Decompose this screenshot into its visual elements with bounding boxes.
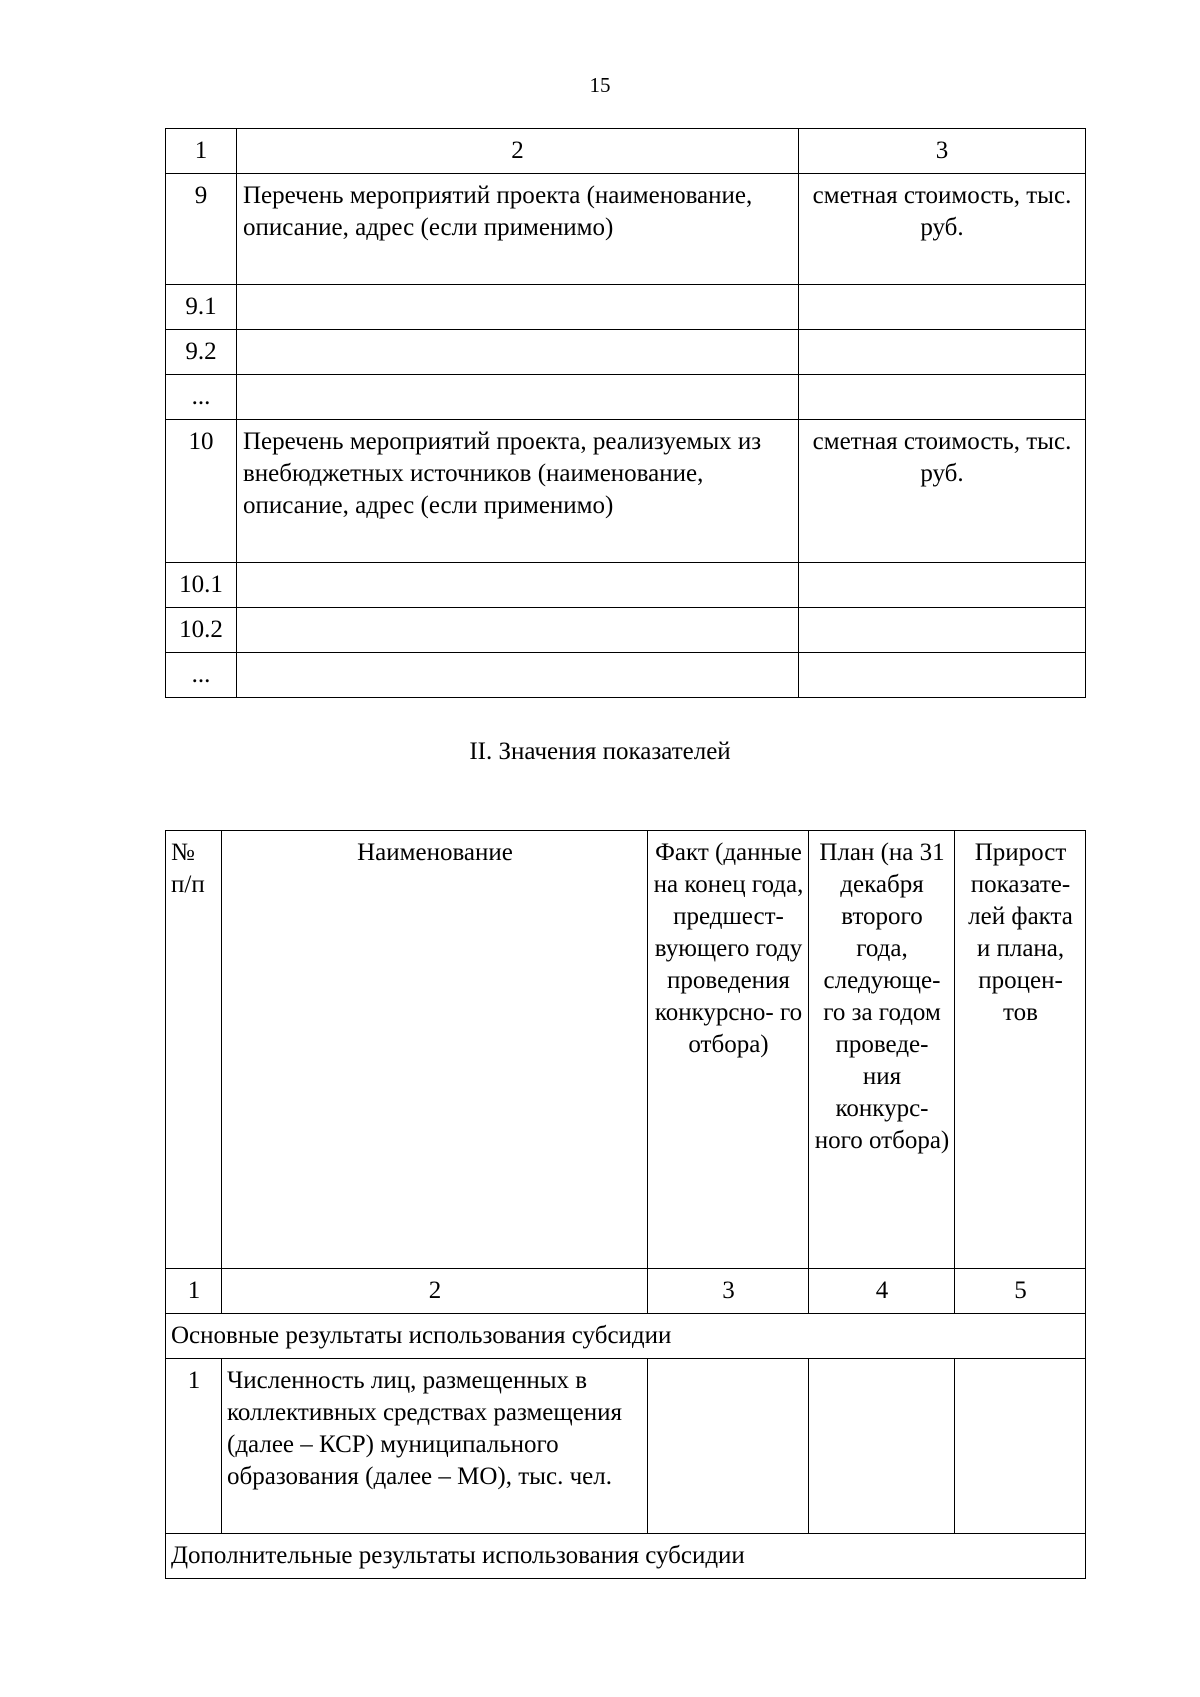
column-numbers-row [166,129,1086,174]
col-number-5: 5 [955,1269,1086,1314]
row-name [237,653,799,698]
column-numbers-row [166,1269,1086,1314]
row-growth [955,1359,1086,1534]
project-activities-table [165,128,1086,698]
row-number: ... [166,375,237,420]
col-number-2: 2 [222,1269,648,1314]
row-value [799,330,1086,375]
row-number: 9 [166,174,237,285]
row-number: 10.2 [166,608,237,653]
row-name [237,285,799,330]
table-row [166,608,1086,653]
header-row [166,831,1086,1269]
row-name [237,608,799,653]
row-value: сметная стоимость, тыс. руб. [799,174,1086,285]
row-name [237,330,799,375]
row-name: Перечень мероприятий проекта (наименование, описание, адрес (если применимо) [237,174,799,285]
table-row [166,653,1086,698]
row-name [237,563,799,608]
section-row-additional [166,1534,1086,1579]
header-fact: Факт (данные на конец года, предшест- вующего году проведения конкурсно- го отбора) [648,831,809,1269]
table-row [166,174,1086,285]
table-row [166,1359,1086,1534]
table-row [166,330,1086,375]
col-number-2: 2 [237,129,799,174]
page-number: 15 [589,73,611,97]
col-number-3: 3 [648,1269,809,1314]
row-name [237,375,799,420]
row-value [799,608,1086,653]
indicators-table [165,830,1086,1579]
header-plan: План (на 31 декабря второго года, следующе- го за годом проведе- ния конкурс- ного отбора) [809,831,955,1269]
row-fact [648,1359,809,1534]
col-number-1: 1 [166,1269,222,1314]
row-value [799,285,1086,330]
row-number: 9.1 [166,285,237,330]
row-number: ... [166,653,237,698]
row-value: сметная стоимость, тыс. руб. [799,420,1086,563]
row-number: 10.1 [166,563,237,608]
col-number-3: 3 [799,129,1086,174]
row-name: Перечень мероприятий проекта, реализуемых из внебюджетных источников (наименование, описание, адрес (если применимо) [237,420,799,563]
row-plan [809,1359,955,1534]
col-number-1: 1 [166,129,237,174]
section-additional-label: Дополнительные результаты использования субсидии [166,1534,1086,1579]
table-row [166,563,1086,608]
table-row [166,375,1086,420]
col-number-4: 4 [809,1269,955,1314]
row-number: 1 [166,1359,222,1534]
row-number: 9.2 [166,330,237,375]
section-title: II. Значения показателей [469,738,731,765]
table-row [166,420,1086,563]
header-growth: Прирост показате- лей факта и плана, процен- тов [955,831,1086,1269]
row-value [799,375,1086,420]
header-number: № п/п [166,831,222,1269]
row-value [799,563,1086,608]
row-name: Численность лиц, размещенных в коллективных средствах размещения (далее – КСР) муниципального образования (далее – МО), тыс. чел. [222,1359,648,1534]
section-main-label: Основные результаты использования субсидии [166,1314,1086,1359]
row-value [799,653,1086,698]
row-number: 10 [166,420,237,563]
table-row [166,285,1086,330]
header-name: Наименование [222,831,648,1269]
section-row-main [166,1314,1086,1359]
